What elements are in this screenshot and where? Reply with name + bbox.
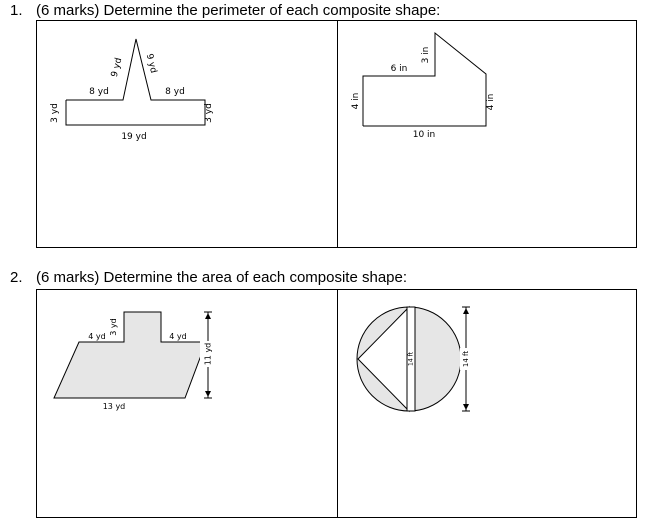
area-shape-b-cell	[337, 290, 636, 517]
shape-a-base-label: 19 yd	[121, 132, 147, 142]
shape-a-left-ledge-label: 8 yd	[89, 87, 109, 97]
shape-a-right-ledge-label: 8 yd	[165, 87, 185, 97]
shape-c-base-label: 13 yd	[102, 402, 126, 411]
shape-c-left-ledge-label: 4 yd	[88, 332, 106, 341]
shape-d-outer-diameter-label: 14 ft	[462, 350, 470, 368]
shape-b-step-label: 3 in	[421, 46, 431, 64]
shape-a-left-slant-label: 9 yd	[109, 56, 125, 79]
question-1-heading	[10, 2, 440, 20]
shape-b-left-side-label: 4 in	[351, 92, 361, 110]
shape-a-left-side-label: 3 yd	[50, 103, 60, 123]
shape-d-inner-diameter-label: 14 ft	[407, 352, 415, 366]
shape-a-right-side-label: 3 yd	[204, 103, 214, 123]
perimeter-shape-b-figure	[337, 21, 637, 247]
shape-c-right-ledge-label: 4 yd	[169, 332, 187, 341]
question-2-grid	[36, 289, 637, 518]
shape-b-right-side-label: 4 in	[486, 93, 496, 111]
question-2-prompt: (6 marks) Determine the area of each composite shape:	[36, 269, 408, 286]
question-2-heading	[10, 269, 407, 287]
shape-c-height-label: 11 yd	[203, 342, 213, 366]
question-1-number: 1.	[10, 2, 23, 19]
area-shape-b-figure	[337, 290, 637, 517]
shape-b-base-label: 10 in	[412, 130, 436, 140]
perimeter-shape-a-cell	[37, 21, 338, 247]
shape-c-tab-height-label: 3 yd	[109, 318, 118, 336]
question-1-grid	[36, 20, 637, 248]
question-1-prompt: (6 marks) Determine the perimeter of each composite shape:	[36, 2, 441, 19]
area-shape-a-cell	[37, 290, 338, 517]
question-2-number: 2.	[10, 269, 23, 286]
shape-b-top-label: 6 in	[390, 64, 408, 74]
area-shape-a-figure	[37, 290, 337, 517]
shape-a-right-slant-label: 9 yd	[143, 52, 159, 75]
area-shape-a-polygon	[54, 312, 206, 398]
perimeter-shape-b-cell	[337, 21, 636, 247]
perimeter-shape-a-figure	[37, 21, 337, 247]
